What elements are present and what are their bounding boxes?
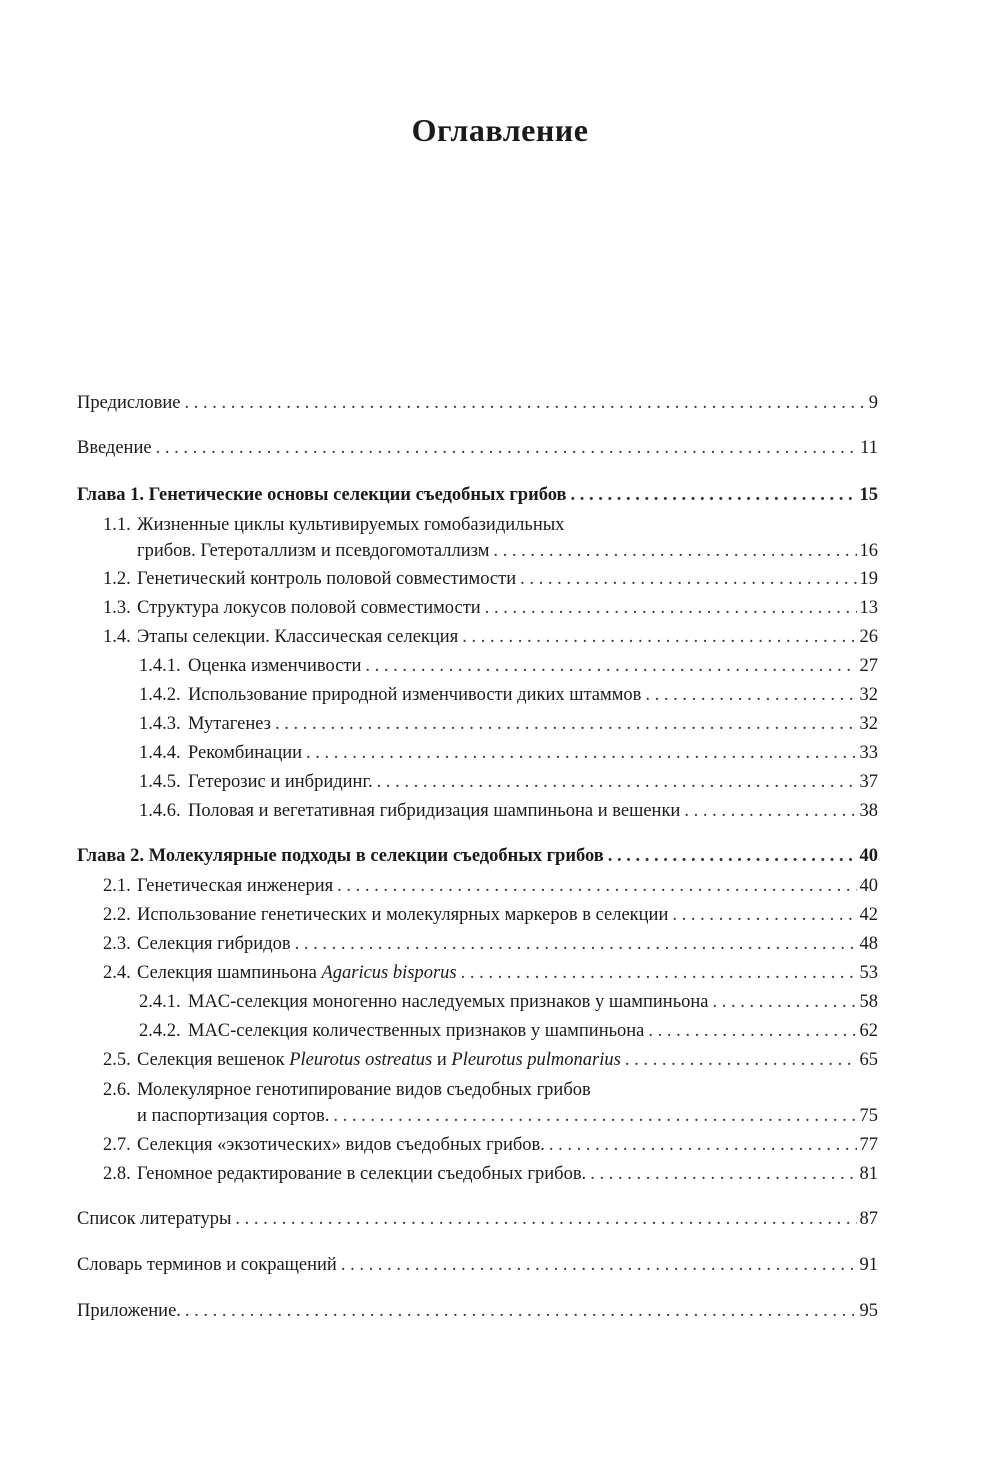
dot-leader <box>485 594 857 622</box>
toc-entry-title: Геномное редактирование в селекции съедобных грибов. <box>137 1164 587 1184</box>
toc-entry-title-italic: Pleurotus pulmonarius <box>451 1050 621 1070</box>
toc-entry-title: Использование природной изменчивости диких штаммов <box>188 685 642 705</box>
toc-entry-title: Селекция «экзотических» видов съедобных грибов. <box>137 1135 545 1155</box>
dot-leader <box>590 1160 856 1188</box>
toc-entry-title: Глава 2. Молекулярные подходы в селекции съедобных грибов <box>77 846 604 866</box>
toc-entry-number: 1.2. <box>103 569 131 589</box>
toc-entry-title <box>137 1046 621 1074</box>
toc-entry-title: Этапы селекции. Классическая селекция <box>137 627 459 647</box>
toc-entry-title-conjunction: и <box>432 1050 452 1070</box>
toc-entry-title: Генетический контроль половой совместимости <box>137 569 517 589</box>
toc-entry-page: 42 <box>859 905 878 925</box>
toc-entry-number: 2.7. <box>103 1135 131 1155</box>
toc-entry-page: 13 <box>859 598 878 618</box>
toc-entry-1-3[interactable] <box>103 594 878 622</box>
dot-leader <box>520 565 856 593</box>
toc-entry-page: 38 <box>859 801 878 821</box>
toc-entry-1-4-1[interactable] <box>139 652 878 680</box>
toc-entry-2-4-1[interactable] <box>139 988 878 1016</box>
toc-entry-title-italic: Agaricus bisporus <box>321 963 457 983</box>
toc-entry-1-1-line1[interactable] <box>103 511 564 539</box>
dot-leader <box>462 623 856 651</box>
toc-entry-2-8[interactable] <box>103 1160 878 1188</box>
toc-entry-chapter-1[interactable] <box>77 481 878 509</box>
dot-leader <box>608 842 857 870</box>
toc-entry-number: 1.3. <box>103 598 131 618</box>
toc-entry-2-4[interactable] <box>103 959 878 987</box>
toc-entry-1-4-3[interactable] <box>139 710 878 738</box>
dot-leader <box>365 652 856 680</box>
toc-entry-title-plain: Селекция вешенок <box>137 1050 290 1070</box>
dot-leader <box>337 872 856 900</box>
toc-entry-page: 95 <box>859 1301 878 1321</box>
toc-entry-1-4-5[interactable] <box>139 768 878 796</box>
toc-entry-1-1[interactable] <box>137 537 878 565</box>
dot-leader <box>333 1102 856 1130</box>
toc-entry-title: MAC-селекция моногенно наследуемых признаков у шампиньона <box>188 992 709 1012</box>
toc-entry-title: Словарь терминов и сокращений <box>77 1255 337 1275</box>
dot-leader <box>493 537 856 565</box>
dot-leader <box>275 710 857 738</box>
toc-entry-title: Мутагенез <box>188 714 271 734</box>
toc-entry-number: 2.8. <box>103 1164 131 1184</box>
toc-entry-title: Половая и вегетативная гибридизация шампиньона и вешенки <box>188 801 681 821</box>
dot-leader <box>295 930 857 958</box>
toc-entry-number: 2.1. <box>103 876 131 896</box>
toc-entry-title: Глава 1. Генетические основы селекции съедобных грибов <box>77 485 567 505</box>
toc-entry-page: 27 <box>859 656 878 676</box>
toc-entry-number: 2.4. <box>103 963 131 983</box>
toc-entry-title: Список литературы <box>77 1209 232 1229</box>
toc-entry-title: Оценка изменчивости <box>188 656 362 676</box>
toc-entry-page: 15 <box>859 485 878 505</box>
toc-entry-1-4-4[interactable] <box>139 739 878 767</box>
toc-entry-page: 87 <box>859 1209 878 1229</box>
toc-entry-number: 2.4.1. <box>139 992 181 1012</box>
toc-entry-title: Структура локусов половой совместимости <box>137 598 481 618</box>
toc-entry-title: Генетическая инженерия <box>137 876 334 896</box>
dot-leader <box>645 681 856 709</box>
toc-entry-page: 53 <box>859 963 878 983</box>
toc-entry-title: Жизненные циклы культивируемых гомобазидильных <box>137 515 565 535</box>
toc-entry-page: 40 <box>859 846 878 866</box>
page-title: Оглавление <box>411 112 589 148</box>
toc-entry-page: 9 <box>868 393 878 413</box>
toc-entry-title: Приложение. <box>77 1301 181 1321</box>
toc-entry-number: 1.4.1. <box>139 656 181 676</box>
toc-entry-number: 2.3. <box>103 934 131 954</box>
toc-entry-1-4-6[interactable] <box>139 797 878 825</box>
toc-entry-chapter-2[interactable] <box>77 842 878 870</box>
toc-entry-title: Введение <box>77 438 152 458</box>
toc-entry-2-6-line1[interactable] <box>103 1076 591 1104</box>
toc-entry-page: 32 <box>859 714 878 734</box>
toc-entry-title: MAC-селекция количественных признаков у шампиньона <box>188 1021 645 1041</box>
dot-leader <box>571 481 857 509</box>
toc-entry-appendix[interactable] <box>77 1297 878 1325</box>
toc-entry-2-2[interactable] <box>103 901 878 929</box>
toc-entry-page: 37 <box>859 772 878 792</box>
dot-leader <box>672 901 856 929</box>
toc-entry-2-7[interactable] <box>103 1131 878 1159</box>
toc-entry-page: 26 <box>859 627 878 647</box>
toc-entry-title: грибов. Гетероталлизм и псевдогомоталлизм <box>137 541 490 561</box>
toc-entry-number: 1.4.2. <box>139 685 181 705</box>
toc-entry-number: 1.4. <box>103 627 131 647</box>
dot-leader <box>648 1017 856 1045</box>
toc-entry-2-3[interactable] <box>103 930 878 958</box>
toc-entry-1-4[interactable] <box>103 623 878 651</box>
toc-entry-page: 77 <box>859 1135 878 1155</box>
toc-entry-title-plain: Селекция шампиньона <box>137 963 322 983</box>
toc-entry-title-italic: Pleurotus ostreatus <box>289 1050 433 1070</box>
toc-entry-page: 58 <box>859 992 878 1012</box>
toc-entry-1-4-2[interactable] <box>139 681 878 709</box>
toc-entry-page: 32 <box>859 685 878 705</box>
dot-leader <box>377 768 857 796</box>
toc-entry-2-6[interactable] <box>137 1102 878 1130</box>
toc-entry-page: 65 <box>859 1050 878 1070</box>
toc-entry-number: 1.4.4. <box>139 743 181 763</box>
dot-leader <box>341 1251 857 1279</box>
toc-entry-page: 48 <box>859 934 878 954</box>
toc-entry-title: Использование генетических и молекулярных маркеров в селекции <box>137 905 669 925</box>
toc-entry-number: 2.6. <box>103 1080 131 1100</box>
dot-leader <box>684 797 856 825</box>
toc-entry-number: 2.2. <box>103 905 131 925</box>
dot-leader <box>461 959 857 987</box>
toc-entry-2-4-2[interactable] <box>139 1017 878 1045</box>
toc-entry-number: 2.4.2. <box>139 1021 181 1041</box>
dot-leader <box>713 988 857 1016</box>
toc-entry-intro[interactable] <box>77 434 878 462</box>
toc-entry-page: 33 <box>859 743 878 763</box>
toc-entry-2-5[interactable] <box>103 1046 878 1074</box>
toc-entry-page: 16 <box>859 541 878 561</box>
dot-leader <box>625 1046 857 1074</box>
toc-entry-2-1[interactable] <box>103 872 878 900</box>
toc-entry-page: 91 <box>859 1255 878 1275</box>
toc-entry-number: 1.4.5. <box>139 772 181 792</box>
toc-entry-glossary[interactable] <box>77 1251 878 1279</box>
toc-entry-preface[interactable] <box>77 389 878 417</box>
toc-entry-title: Предисловие <box>77 393 181 413</box>
toc-entry-title: Гетерозис и инбридинг. <box>188 772 373 792</box>
toc-entry-page: 75 <box>859 1106 878 1126</box>
toc-entry-page: 19 <box>859 569 878 589</box>
toc-entry-title: Рекомбинации <box>188 743 303 763</box>
toc-entry-number: 1.4.6. <box>139 801 181 821</box>
toc-entry-title: и паспортизация сортов. <box>137 1106 330 1126</box>
toc-entry-number: 2.5. <box>103 1050 131 1070</box>
toc-entry-page: 62 <box>859 1021 878 1041</box>
toc-entry-page: 40 <box>859 876 878 896</box>
toc-entry-references[interactable] <box>77 1205 878 1233</box>
dot-leader <box>235 1205 856 1233</box>
toc-entry-number: 1.1. <box>103 515 131 535</box>
toc-entry-number: 1.4.3. <box>139 714 181 734</box>
toc-entry-title <box>137 959 457 987</box>
toc-entry-title: Селекция гибридов <box>137 934 291 954</box>
dot-leader <box>306 739 856 767</box>
dot-leader <box>156 434 858 462</box>
toc-entry-page: 11 <box>860 438 878 458</box>
dot-leader <box>549 1131 857 1159</box>
dot-leader <box>184 389 865 417</box>
toc-entry-title: Молекулярное генотипирование видов съедобных грибов <box>137 1080 591 1100</box>
dot-leader <box>185 1297 857 1325</box>
toc-entry-1-2[interactable] <box>103 565 878 593</box>
toc-entry-page: 81 <box>859 1164 878 1184</box>
